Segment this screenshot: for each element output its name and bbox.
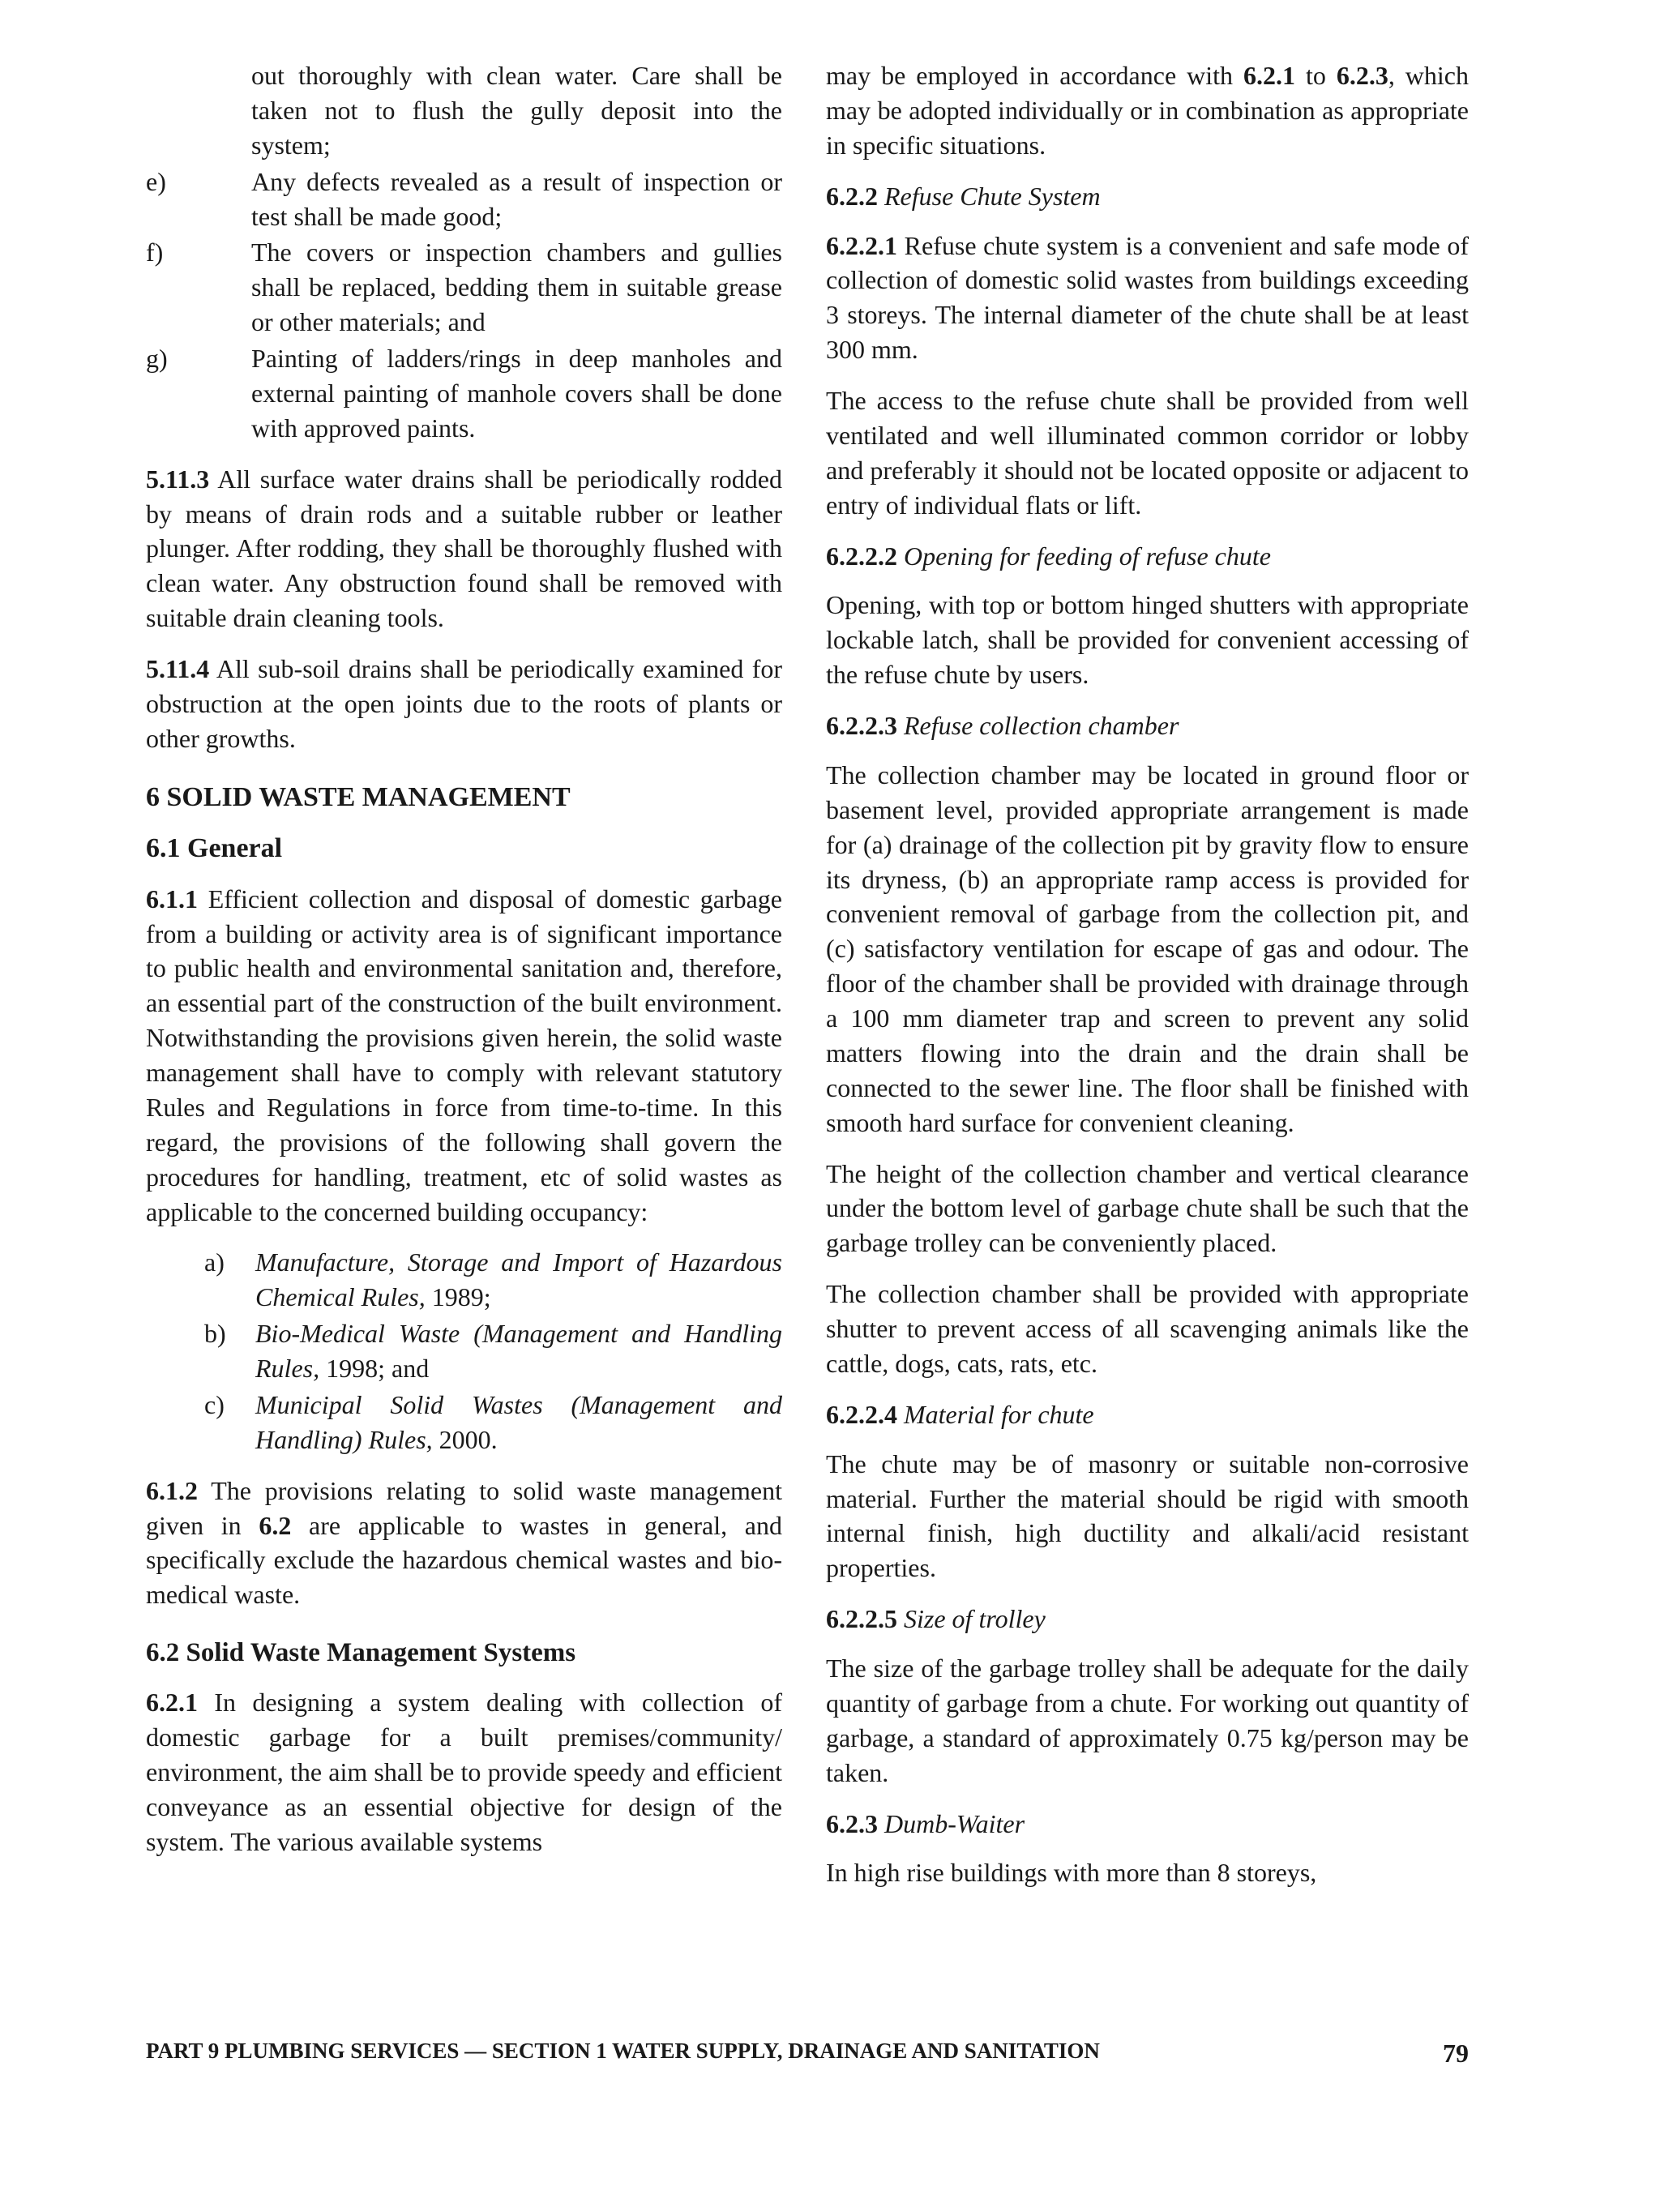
rule-year: 1998; and bbox=[319, 1354, 430, 1384]
left-column bbox=[146, 58, 782, 1876]
clause-text: , which may be adopted individually or in combination as appropriate in specific situations. bbox=[826, 61, 1470, 160]
list-item bbox=[146, 165, 782, 234]
rules-list bbox=[146, 1245, 782, 1457]
subsection-heading bbox=[826, 539, 1469, 574]
subsection-heading bbox=[826, 1397, 1469, 1432]
footer-title: PART 9 PLUMBING SERVICES — SECTION 1 WATER SUPPLY, DRAINAGE AND SANITATION bbox=[146, 2039, 1100, 2063]
clause-6-1-1 bbox=[146, 882, 782, 1230]
rule-year: 1989; bbox=[425, 1282, 491, 1312]
clause-number: 6.1.1 bbox=[146, 884, 198, 913]
clause-text: In designing a system dealing with collection of domestic garbage for a built premises/community/ environment, the aim shall be to provide speedy and efficient conveyance as an essential objective for design of the system. The various available systems bbox=[146, 1688, 783, 1856]
list-item bbox=[146, 1245, 782, 1315]
list-item bbox=[146, 1316, 782, 1386]
subsection-heading bbox=[826, 1602, 1469, 1637]
list-label bbox=[146, 58, 251, 163]
list-label: c) bbox=[204, 1389, 225, 1419]
clause-text: may be employed in accordance with bbox=[826, 61, 1243, 90]
clause-5-11-3 bbox=[146, 462, 782, 635]
clause-text: are applicable to wastes in general, and specifically exclude the hazardous chemical wastes and bio-medical waste. bbox=[146, 1510, 783, 1610]
heading-title: Refuse Chute System bbox=[884, 181, 1101, 211]
clause-text: to bbox=[1294, 61, 1337, 90]
clause-number: 5.11.4 bbox=[146, 654, 210, 683]
page-footer bbox=[146, 2036, 1469, 2071]
clause-text: Efficient collection and disposal of domestic garbage from a building or activity area is of significant importance to public health and environmental sanitation and, therefore, an essential part of the construction of the built environment. Notwithstanding the provisions given herein, the solid waste management shall have to comply with relevant statutory Rules and Regulations in force from time-to-time. In this regard, the provisions of the following shall govern the procedures for handling, treatment, etc of solid wastes as applicable to the concerned building occupancy: bbox=[146, 884, 782, 1226]
maintenance-list bbox=[146, 58, 782, 446]
list-label: e) bbox=[146, 166, 166, 196]
paragraph-access: The access to the refuse chute shall be provided from well ventilated and well illuminated common corridor or lobby and preferably it should not be located opposite or adjacent to entry of individual flats or lift. bbox=[826, 386, 1469, 520]
clause-number: 6.2.2.3 bbox=[826, 711, 897, 740]
clause-6-1-2 bbox=[146, 1474, 782, 1613]
section-heading: 6 SOLID WASTE MANAGEMENT bbox=[146, 781, 571, 812]
clause-number: 6.1.2 bbox=[146, 1475, 198, 1505]
list-item bbox=[146, 341, 782, 446]
subsection-heading: 6.1 General bbox=[146, 833, 283, 864]
paragraph-height: The height of the collection chamber and vertical clearance under the bottom level of garbage chute shall be such that the garbage trolley can be conveniently placed. bbox=[826, 1158, 1469, 1258]
cross-reference: 6.2 bbox=[259, 1510, 292, 1540]
clause-text: All sub-soil drains shall be periodically examined for obstruction at the open joints due to the roots of plants or other growths. bbox=[146, 654, 783, 753]
right-column bbox=[826, 58, 1469, 1906]
clause-6-2-2-1 bbox=[826, 229, 1469, 368]
heading-title: Dumb-Waiter bbox=[884, 1808, 1025, 1838]
clause-number: 6.2.1 bbox=[146, 1688, 198, 1718]
list-text: Painting of ladders/rings in deep manholes and external painting of manhole covers shall be done with approved paints. bbox=[251, 344, 782, 443]
cross-reference: 6.2.3 bbox=[1336, 61, 1388, 90]
paragraph-opening: Opening, with top or bottom hinged shutters with appropriate lockable latch, shall be provided for convenient accessing of the refuse chute by users. bbox=[826, 590, 1469, 690]
heading-title: Refuse collection chamber bbox=[904, 711, 1179, 740]
clause-continuation bbox=[826, 58, 1469, 163]
list-text: Any defects revealed as a result of inspection or test shall be made good; bbox=[251, 166, 782, 231]
clause-6-2-1 bbox=[146, 1685, 782, 1859]
rule-year: 2000. bbox=[432, 1424, 498, 1454]
list-label: b) bbox=[204, 1319, 226, 1349]
clause-text: The provisions relating to solid waste management given in bbox=[146, 1475, 783, 1540]
heading-title: Material for chute bbox=[904, 1399, 1094, 1429]
list-label: a) bbox=[204, 1247, 225, 1277]
subsection-heading bbox=[826, 708, 1469, 743]
rule-title: Bio-Medical Waste (Management and Handling Rules, bbox=[255, 1319, 782, 1384]
heading-title: Size of trolley bbox=[904, 1604, 1046, 1634]
list-item bbox=[146, 1388, 782, 1457]
paragraph-trolley: The size of the garbage trolley shall be adequate for the daily quantity of garbage from a chute. For working out quantity of garbage, a standard of approximately 0.75 kg/person may be taken. bbox=[826, 1654, 1469, 1787]
clause-number: 6.2.2.4 bbox=[826, 1399, 897, 1429]
list-text: The covers or inspection chambers and gullies shall be replaced, bedding them in suitable grease or other materials; and bbox=[251, 237, 782, 337]
clause-number: 5.11.3 bbox=[146, 464, 210, 494]
paragraph-dumb-waiter: In high rise buildings with more than 8 storeys, bbox=[826, 1858, 1317, 1888]
list-text: out thoroughly with clean water. Care shall be taken not to flush the gully deposit into the system; bbox=[251, 61, 782, 160]
clause-number: 6.2.2.2 bbox=[826, 541, 897, 571]
paragraph-material: The chute may be of masonry or suitable non-corrosive material. Further the material should be rigid with smooth internal finish, high ductility and alkali/acid resistant properties. bbox=[826, 1448, 1469, 1583]
cross-reference: 6.2.1 bbox=[1243, 61, 1295, 90]
list-label: g) bbox=[146, 344, 168, 373]
paragraph-shutter: The collection chamber shall be provided with appropriate shutter to prevent access of all scavenging animals like the cattle, dogs, cats, rats, etc. bbox=[826, 1279, 1469, 1378]
clause-5-11-4 bbox=[146, 652, 782, 756]
list-item bbox=[251, 58, 782, 163]
page-number: 79 bbox=[1443, 2039, 1469, 2068]
subsection-heading: 6.2 Solid Waste Management Systems bbox=[146, 1638, 576, 1668]
clause-text: Refuse chute system is a convenient and safe mode of collection of domestic solid wastes from buildings exceeding 3 storeys. The internal diameter of the chute shall be at least 300 mm. bbox=[826, 230, 1470, 365]
clause-number: 6.2.2 bbox=[826, 181, 878, 211]
rule-title: Manufacture, Storage and Import of Hazardous Chemical Rules, bbox=[255, 1247, 782, 1312]
subsection-heading bbox=[826, 1807, 1469, 1842]
rule-title: Municipal Solid Wastes (Management and Handling) Rules, bbox=[255, 1389, 782, 1454]
list-label: f) bbox=[146, 237, 164, 267]
clause-number: 6.2.2.5 bbox=[826, 1604, 897, 1634]
clause-number: 6.2.2.1 bbox=[826, 230, 897, 260]
subsection-heading bbox=[826, 179, 1469, 214]
clause-text: All surface water drains shall be periodically rodded by means of drain rods and a suitable rubber or leather plunger. After rodding, they shall be thoroughly flushed with clean water. Any obstruction found shall be removed with suitable drain cleaning tools. bbox=[146, 464, 783, 633]
clause-number: 6.2.3 bbox=[826, 1808, 878, 1838]
heading-title: Opening for feeding of refuse chute bbox=[904, 541, 1271, 571]
list-item bbox=[146, 235, 782, 340]
paragraph-chamber: The collection chamber may be located in ground floor or basement level, provided appropriate arrangement is made for (a) drainage of the collection pit by gravity flow to ensure its dryness, (b) an appropriate ramp access is provided for convenient removal of garbage from the collection pit, and (c) satisfactory ventilation for escape of gas and odour. The floor of the chamber shall be provided with drainage through a 100 mm diameter trap and screen to prevent any solid matters flowing into the drain and the drain shall be connected to the sewer line. The floor shall be finished with smooth hard surface for convenient cleaning. bbox=[826, 759, 1469, 1137]
